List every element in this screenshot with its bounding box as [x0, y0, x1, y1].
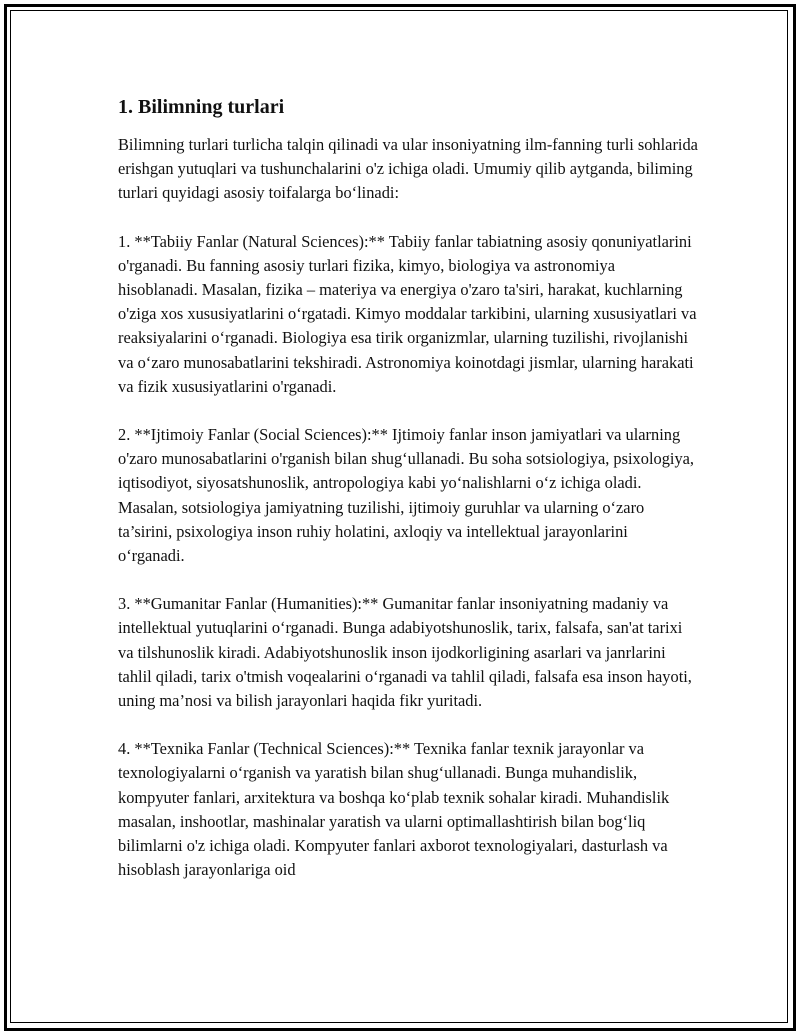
section-heading: 1. Bilimning turlari	[118, 96, 285, 118]
paragraph-social-sciences: 2. **Ijtimoiy Fanlar (Social Sciences):** Ijtimoiy fanlar inson jamiyatlari va ularning o'zaro munosabatlarini o'rganish bilan shug‘ullanadi. Bu soha sotsiologiya, psixologiya, iqtisodiyot, siyosatshunoslik, antropologiya kabi yo‘nalishlarni o‘z ichiga oladi. Masalan, sotsiologiya jamiyatning tuzilishi, ijtimoiy guruhlar va ularning o‘zaro ta’sirini, psixologiya inson ruhiy holatini, axloqiy va intellektual jarayonlarini o‘rganadi.	[118, 425, 695, 566]
paragraph-humanities: 3. **Gumanitar Fanlar (Humanities):** Gumanitar fanlar insoniyatning madaniy va intellektual yutuqlarini o‘rganadi. Bunga adabiyotshunoslik, tarix, falsafa, san'at tarixi va tilshunoslik kiradi. Adabiyotshunoslik inson ijodkorligining asarlari va janrlarini tahlil qiladi, tarix o'tmish voqealarini o‘rganadi va tahlil qiladi, falsafa esa inson hayoti, uning ma’nosi va bilish jarayonlari haqida fikr yuritadi.	[118, 594, 692, 711]
paragraph-technical-sciences: 4. **Texnika Fanlar (Technical Sciences):** Texnika fanlar texnik jarayonlar va texnologiyalarni o‘rganish va yaratish bilan shug‘ullanadi. Bunga muhandislik, kompyuter fanlari, arxitektura va boshqa ko‘plab texnik sohalar kiradi. Muhandislik masalan, inshootlar, mashinalar yaratish va ularni optimallashtirish bilan bog‘liq bilimlarni o'z ichiga oladi. Kompyuter fanlari axborot texnologiyalari, dasturlash va hisoblash jarayonlariga oid	[118, 739, 670, 880]
intro-paragraph: Bilimning turlari turlicha talqin qilinadi va ular insoniyatning ilm-fanning turli sohlarida erishgan yutuqlari va tushunchalarini o'z ichiga oladi. Umumiy qilib aytganda, biliming turlari quyidagi asosiy toifalarga bo‘linadi:	[118, 135, 698, 203]
paragraph-natural-sciences: 1. **Tabiiy Fanlar (Natural Sciences):** Tabiiy fanlar tabiatning asosiy qonuniyatlarini o'rganadi. Bu fanning asosiy turlari fizika, kimyo, biologiya va astronomiya hisoblanadi. Masalan, fizika – materiya va energiya o'zaro ta'siri, harakat, kuchlarning o'ziga xos xususiyatlarini o‘rgatadi. Kimyo moddalar tarkibini, ularning xususiyatlari va reaksiyalarini o‘rganadi. Biologiya esa tirik organizmlar, ularning tuzilishi, rivojlanishi va o‘zaro munosabatlarini tekshiradi. Astronomiya koinotdagi jismlar, ularning harakati va fizik xususiyatlarini o'rganadi.	[118, 231, 697, 396]
document-body	[118, 91, 698, 882]
